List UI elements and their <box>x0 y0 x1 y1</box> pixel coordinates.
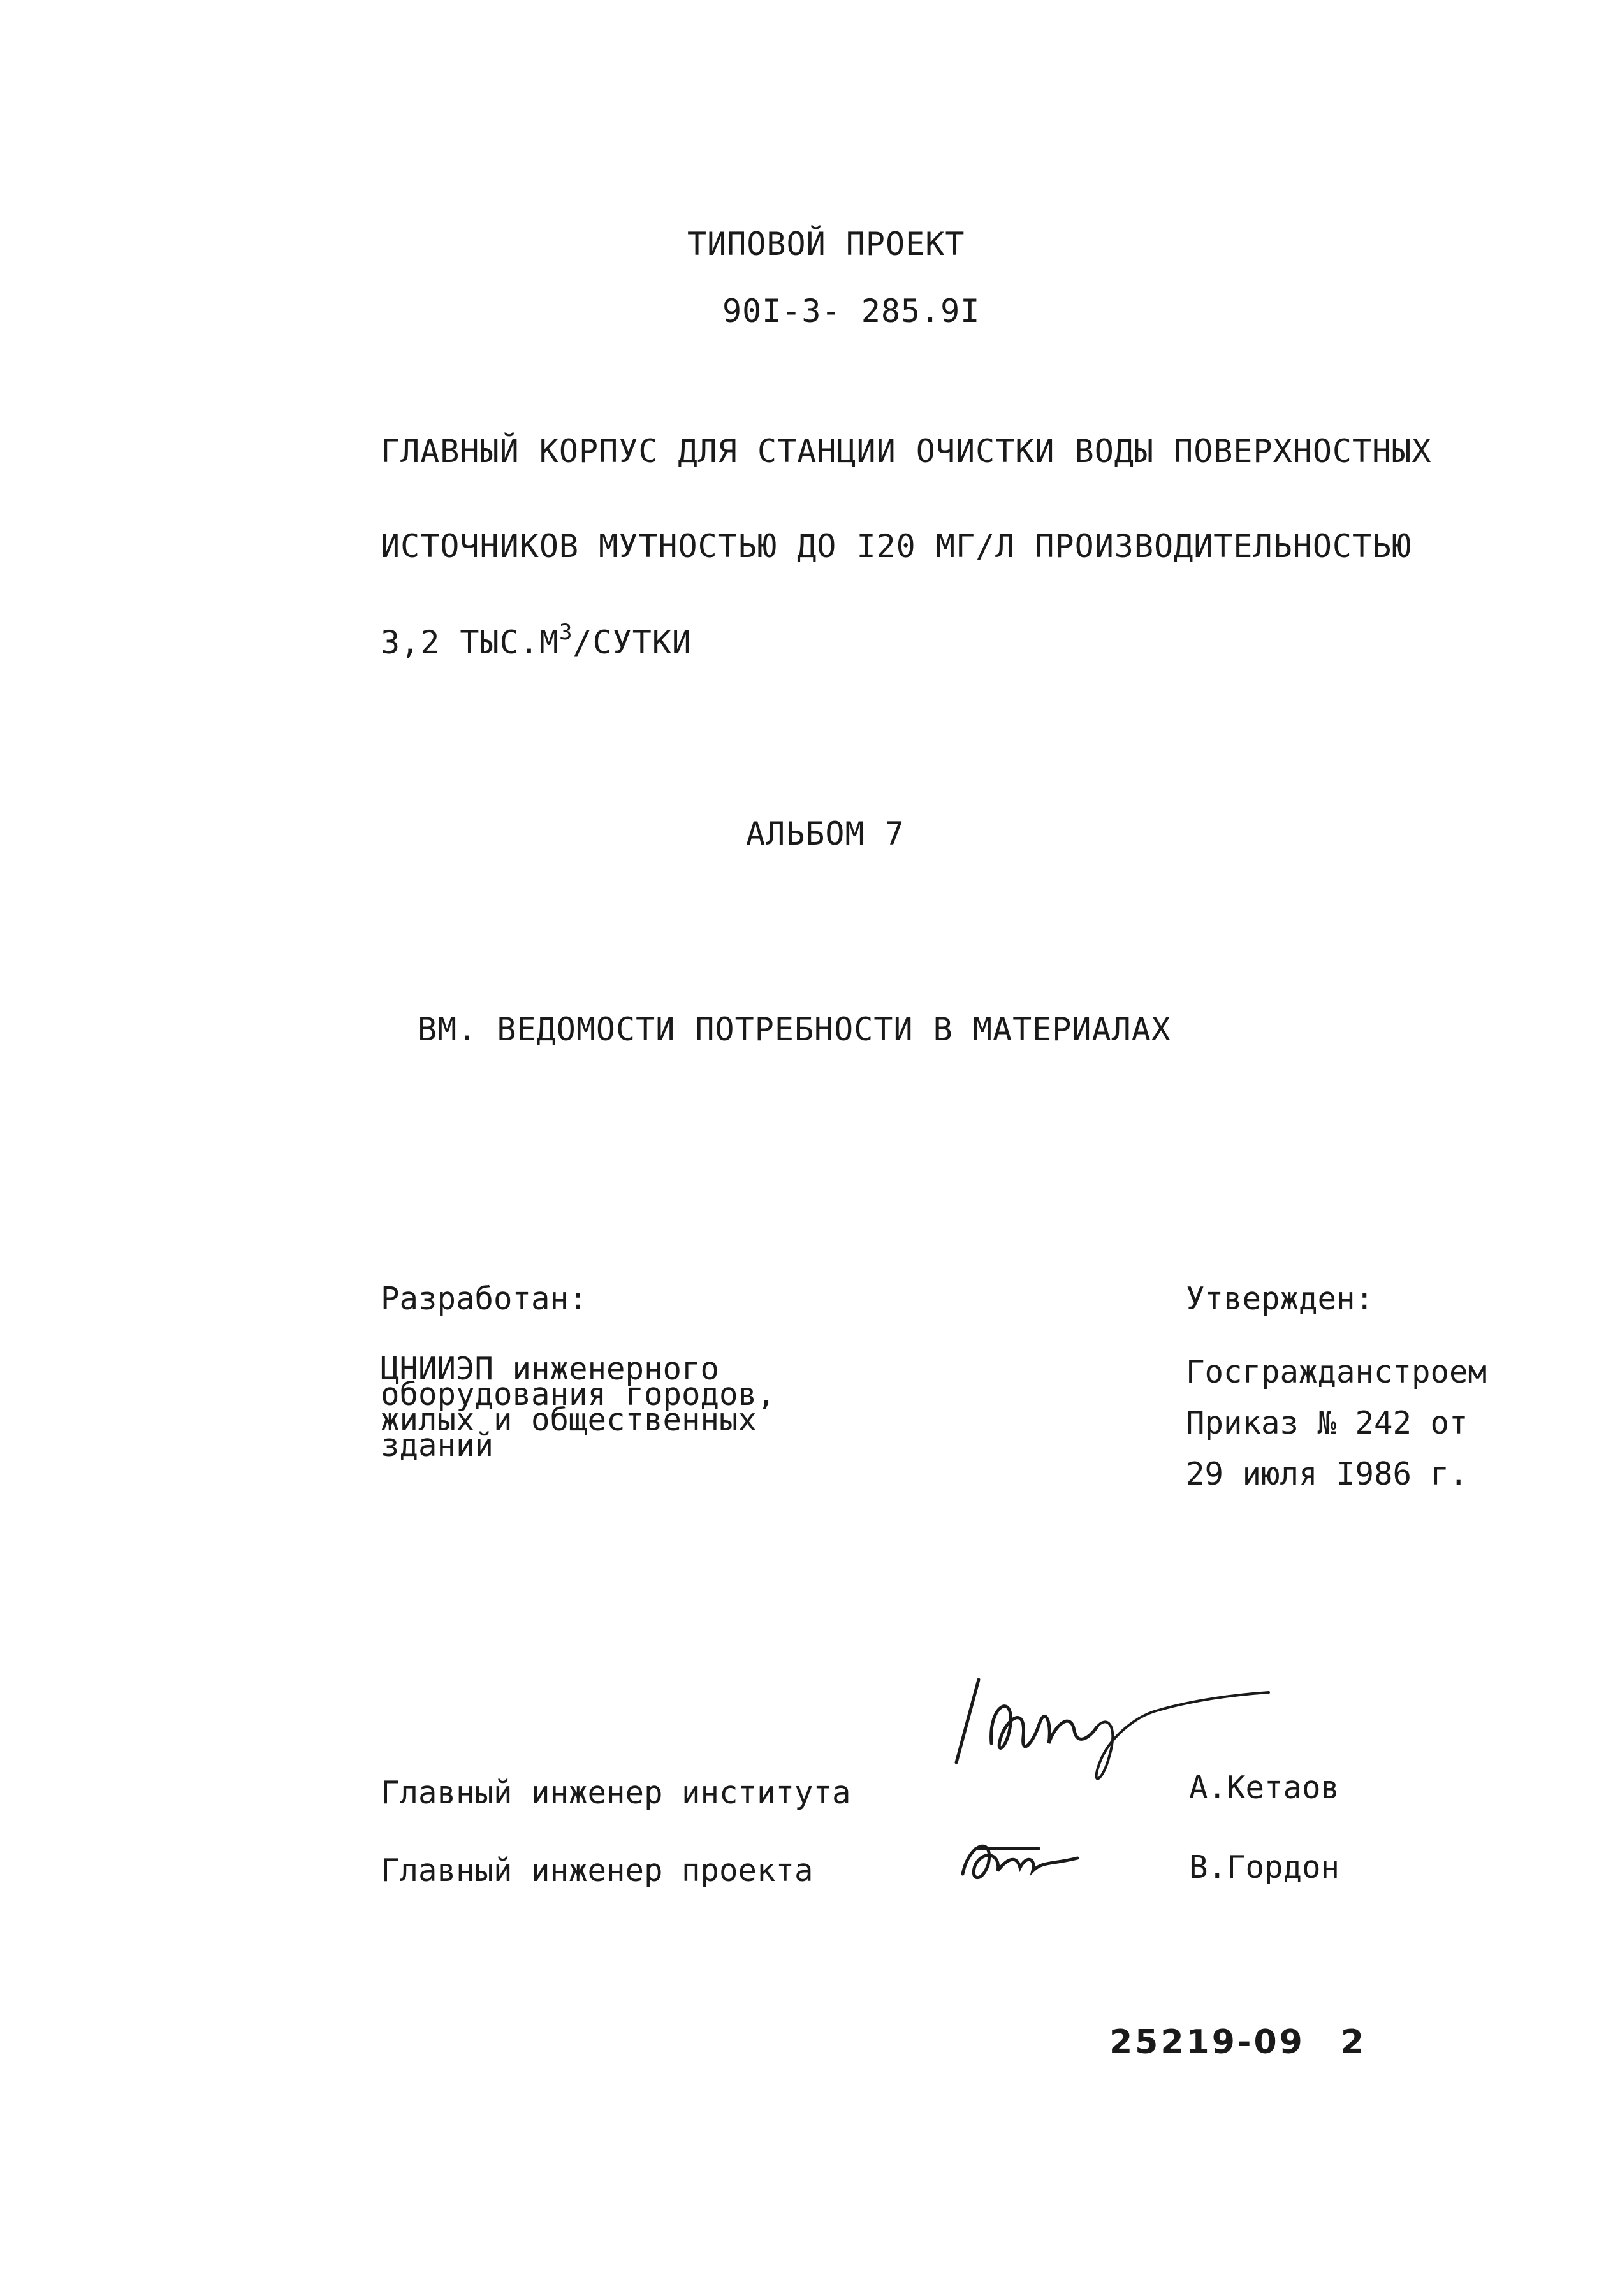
approved-label: Утвержден: <box>1186 1281 1375 1317</box>
signatory-role: Главный инженер проекта <box>381 1852 814 1889</box>
inventory-number <box>1109 2023 1367 2061</box>
approver-line: Приказ № 242 от <box>1186 1405 1468 1441</box>
developed-label: Разработан: <box>381 1281 588 1317</box>
signature-gordon-icon <box>956 1829 1084 1893</box>
developer-line: зданий <box>381 1427 494 1464</box>
section-title: ВМ. ВЕДОМОСТИ ПОТРЕБНОСТИ В МАТЕРИАЛАХ <box>418 1011 1171 1048</box>
approver-line: 29 июля I986 г. <box>1186 1456 1468 1492</box>
developer-line: оборудования городов, <box>381 1376 776 1413</box>
signatory-name: В.Гордон <box>1189 1849 1340 1885</box>
signatory-name: А.Кетаов <box>1189 1769 1340 1806</box>
developer-line: жилых и общественных <box>381 1402 757 1438</box>
signatory-role: Главный инженер института <box>381 1775 851 1811</box>
header-type: ТИПОВОЙ ПРОЕКТ <box>687 226 965 263</box>
project-number: 90I-3- 285.9I <box>722 293 981 330</box>
title-line-3 <box>381 620 692 661</box>
title-line-3-suffix: /СУТКИ <box>573 624 692 661</box>
title-line-3-prefix: 3,2 ТЫС.М <box>381 624 559 661</box>
approver-block <box>1186 1356 1487 1509</box>
developer-line: ЦНИИЭП инженерного <box>381 1351 720 1387</box>
approver-line: Госгражданстроем <box>1186 1354 1487 1390</box>
album-label: АЛЬБОМ 7 <box>746 815 905 852</box>
title-line-2: ИСТОЧНИКОВ МУТНОСТЬЮ ДО I20 МГ/Л ПРОИЗВОДИТЕЛЬНОСТЬЮ <box>381 528 1412 565</box>
developer-block <box>381 1351 776 1464</box>
title-line-1: ГЛАВНЫЙ КОРПУС ДЛЯ СТАНЦИИ ОЧИСТКИ ВОДЫ ПОВЕРХНОСТНЫХ <box>381 433 1432 470</box>
title-line-3-superscript: 3 <box>558 620 573 645</box>
inventory-page: 2 <box>1340 2023 1367 2061</box>
inventory-code: 25219-09 <box>1109 2023 1305 2061</box>
